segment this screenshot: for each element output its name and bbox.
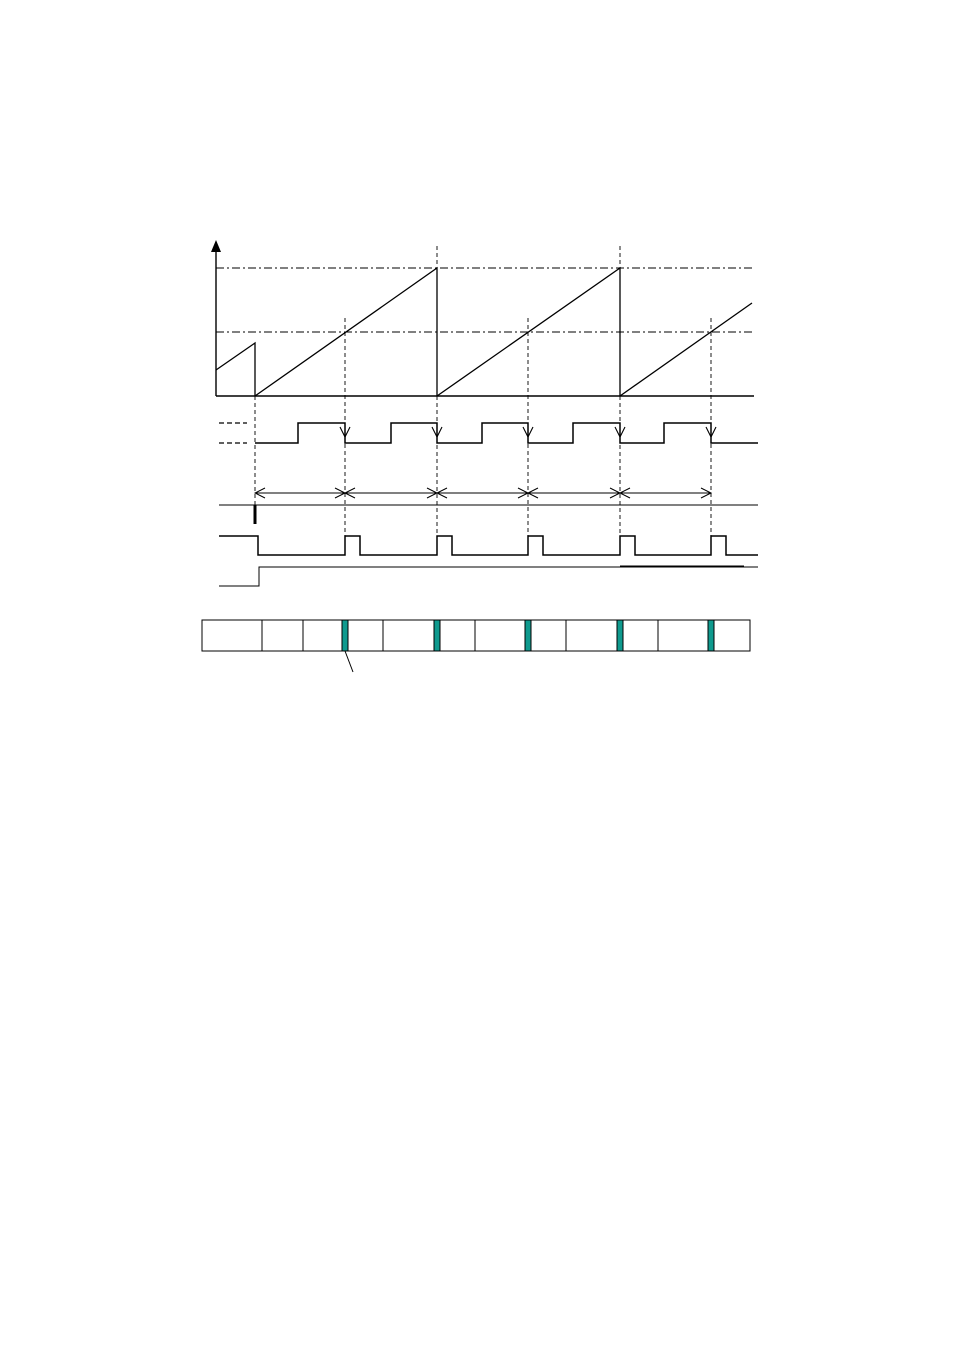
highlight-marker bbox=[342, 620, 348, 651]
sawtooth-section bbox=[211, 240, 754, 396]
timeline-bar-section bbox=[202, 620, 750, 672]
period-arrows-section bbox=[255, 488, 711, 498]
event-lines bbox=[255, 318, 711, 540]
sawtooth-ramp-initial bbox=[216, 343, 255, 396]
highlight-marker bbox=[525, 620, 531, 651]
highlight-marker bbox=[708, 620, 714, 651]
timeline-bar bbox=[202, 620, 750, 651]
callout-leader-line bbox=[345, 651, 353, 672]
highlight-marker bbox=[434, 620, 440, 651]
sawtooth-ramp-3 bbox=[620, 303, 752, 396]
enable-waveform bbox=[219, 567, 758, 586]
pulse-trains-section bbox=[219, 505, 758, 586]
toggle-waveform bbox=[255, 423, 758, 443]
toggle-output-section bbox=[219, 423, 758, 443]
sawtooth-ramp-2 bbox=[437, 268, 620, 396]
highlight-marker bbox=[617, 620, 623, 651]
pulse-waveform bbox=[219, 536, 758, 555]
y-axis-arrowhead-icon bbox=[211, 240, 221, 252]
